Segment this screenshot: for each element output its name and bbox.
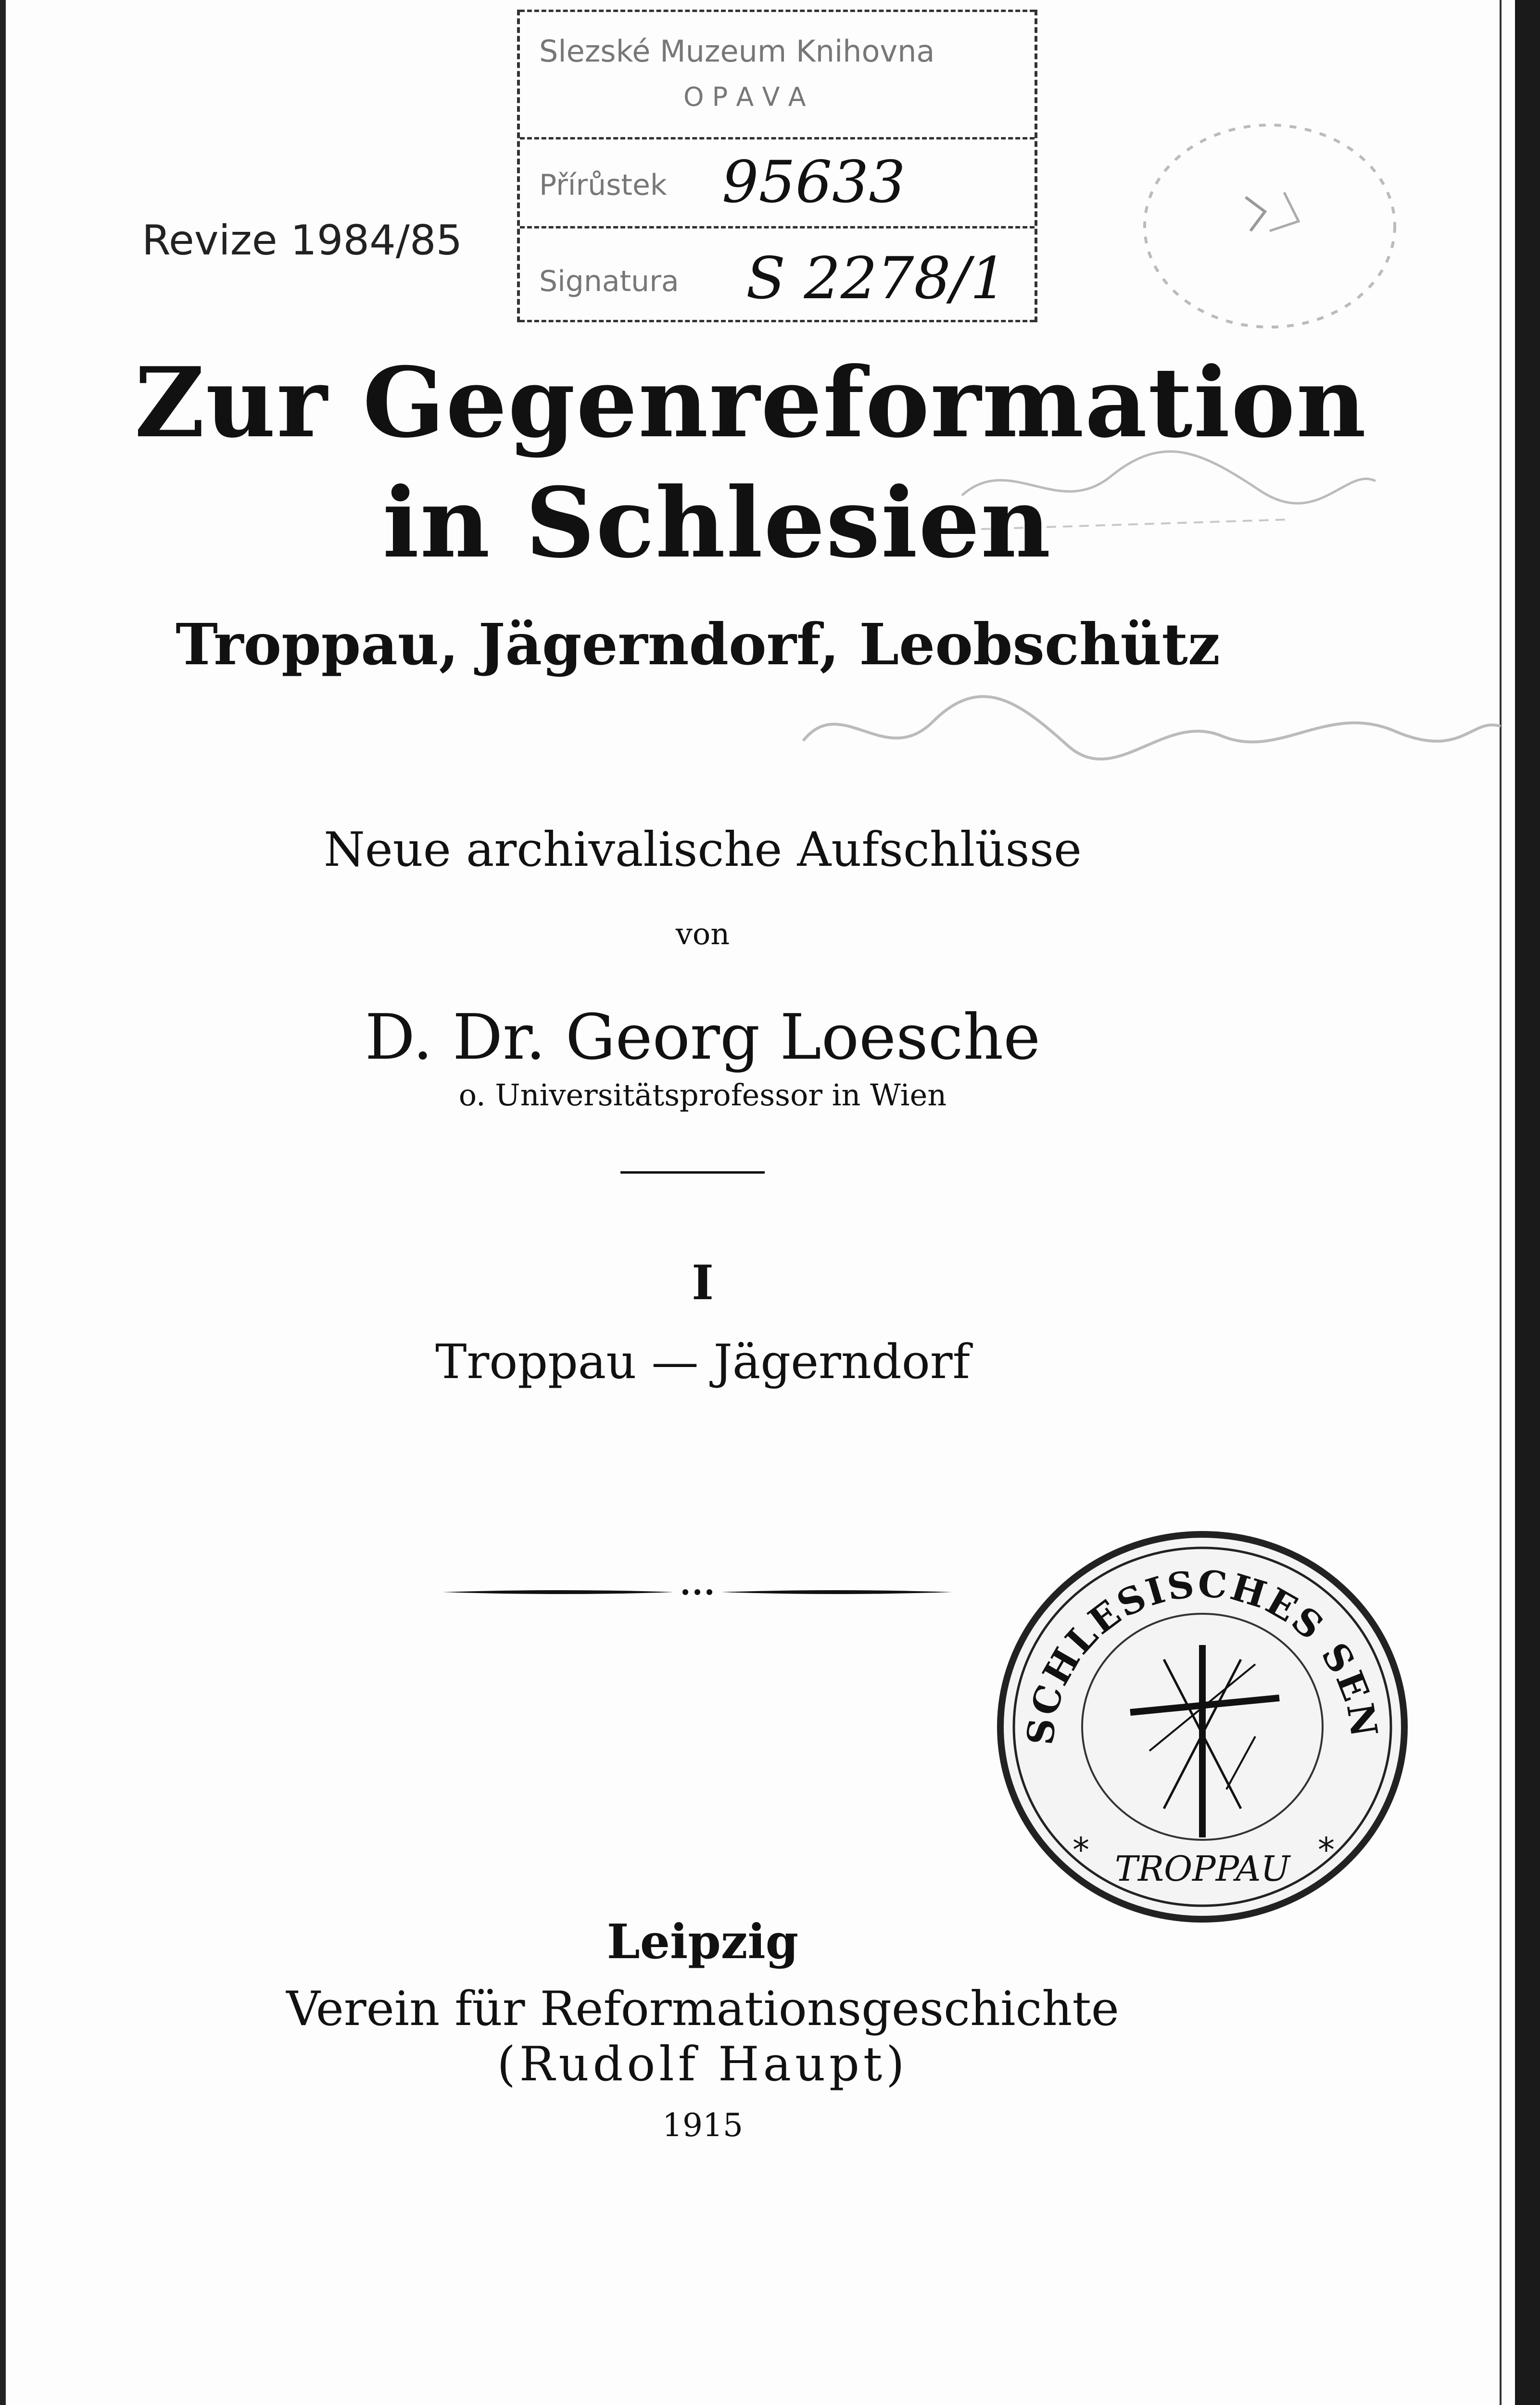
imprint-year: 1915 — [662, 2107, 743, 2144]
stamp-accession-number: 95633 — [722, 149, 906, 216]
title-line-2: in Schlesien — [382, 467, 1052, 580]
stamp-signature-number: S 2278/1 — [746, 245, 1007, 312]
stamp-institution: Slezské Muzeum Knihovna — [539, 34, 935, 69]
stamp-divider — [520, 137, 1035, 139]
tagline: Neue archivalische Aufschlüsse — [323, 823, 1082, 877]
faint-circular-stamp — [1130, 115, 1409, 337]
seal-graphic — [986, 1520, 1419, 1934]
imprint-publisher: Verein für Reformationsgeschichte — [286, 1982, 1119, 2037]
stamp-place: O P A V A — [683, 82, 806, 112]
seal-container — [986, 1520, 1419, 1934]
svg-text:*: * — [1073, 1830, 1089, 1870]
short-rule — [620, 1171, 765, 1174]
stamp-divider — [520, 226, 1035, 228]
svg-text:*: * — [1318, 1830, 1335, 1870]
library-stamp — [517, 10, 1037, 322]
volume-number: I — [692, 1255, 714, 1311]
volume-title: Troppau — Jägerndorf — [435, 1335, 970, 1390]
faint-handwriting-scribble — [798, 673, 1505, 779]
title-line-1: Zur Gegenreformation — [134, 346, 1367, 459]
imprint-publisher-name: (Rudolf Haupt) — [497, 2037, 909, 2092]
seal-inscription: SCHLESISCHES SEN — [1018, 1562, 1387, 1747]
by-line: von — [675, 916, 730, 951]
ornamental-rule — [442, 1582, 952, 1602]
stamp-accession-label: Přírůstek — [539, 168, 667, 202]
seal-city: TROPPAU — [1114, 1848, 1290, 1889]
stamp-top-border — [520, 10, 1035, 12]
stamp-signature-label: Signatura — [539, 265, 679, 298]
revision-note: Revize 1984/85 — [142, 216, 463, 265]
stamp-bottom-border — [520, 320, 1035, 322]
author-name: D. Dr. Georg Loesche — [365, 1000, 1041, 1074]
imprint-city: Leipzig — [606, 1914, 799, 1970]
author-role: o. Universitätsprofessor in Wien — [458, 1077, 947, 1113]
subtitle: Troppau, Jägerndorf, Leobschütz — [176, 611, 1220, 678]
